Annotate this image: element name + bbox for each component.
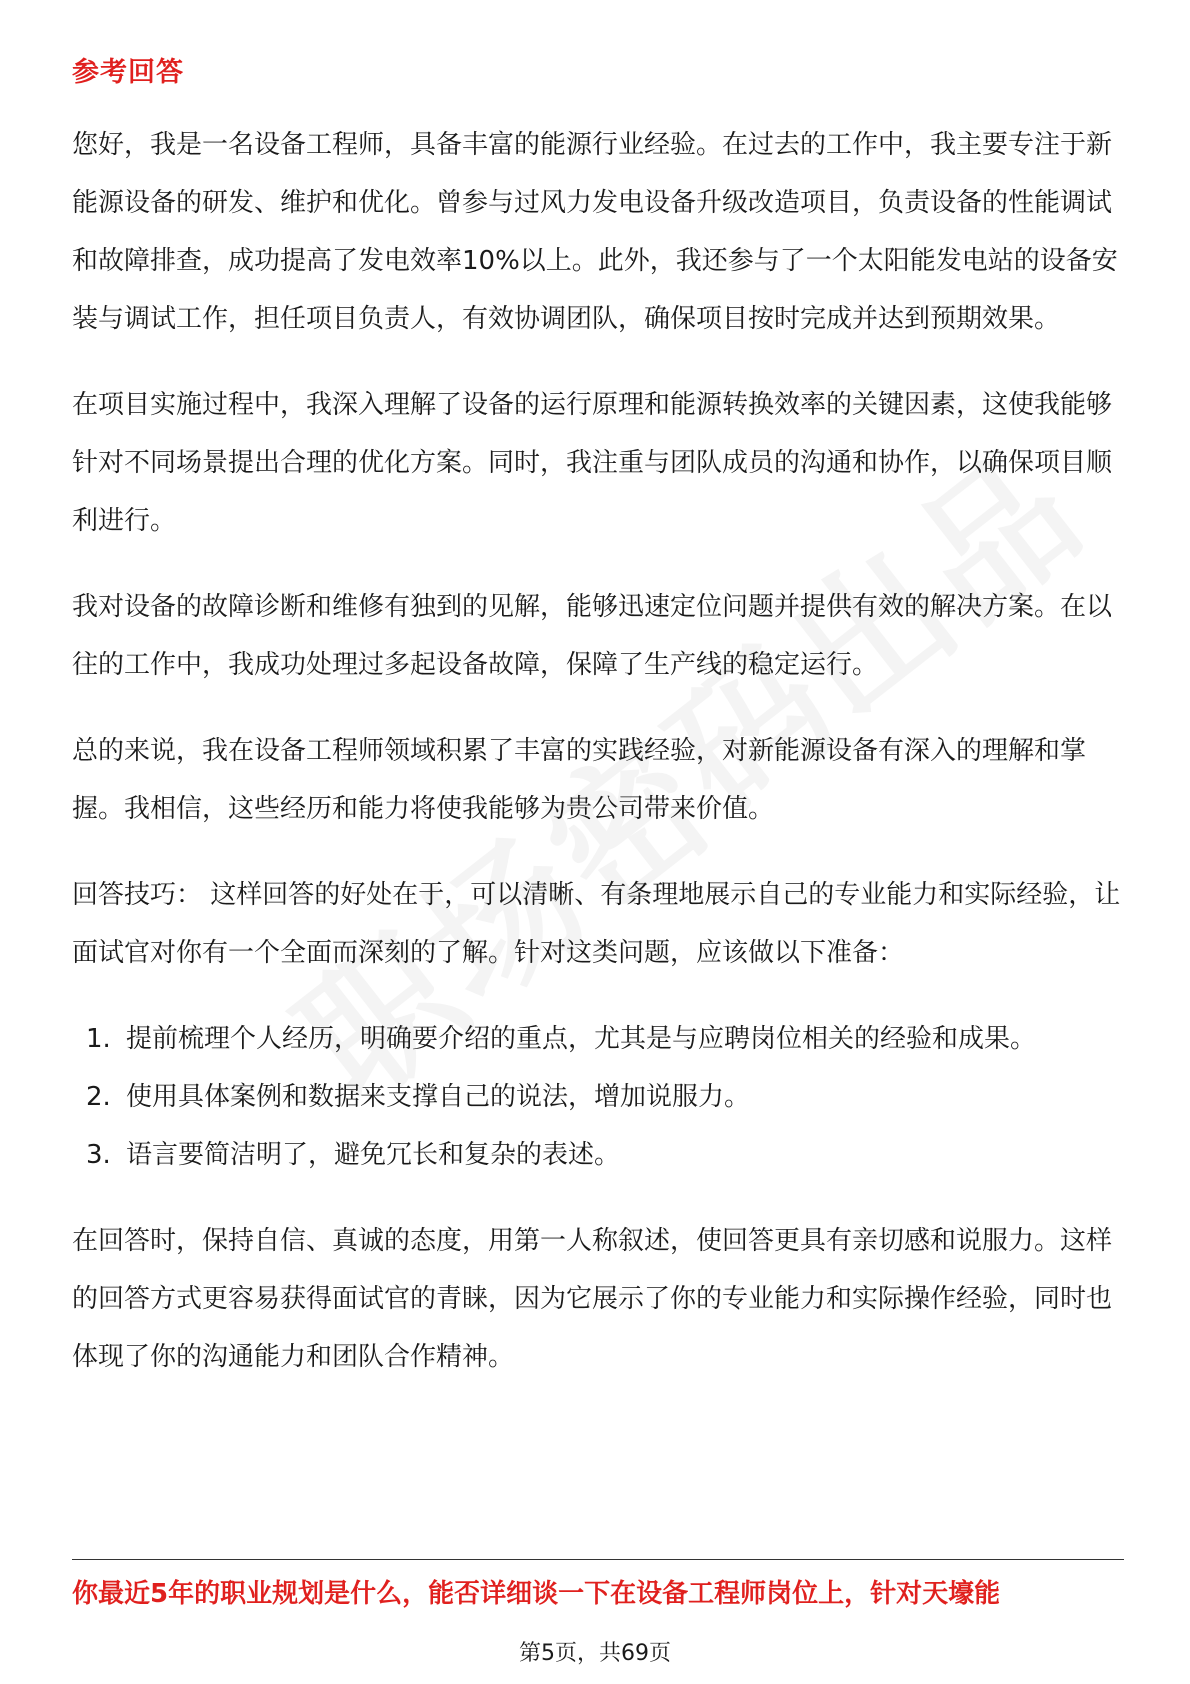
list-item-text: 使用具体案例和数据来支撑自己的说法，增加说服力。 bbox=[126, 1082, 751, 1112]
next-question-heading: 你最近5年的职业规划是什么，能否详细谈一下在设备工程师岗位上，针对天壕能 bbox=[72, 1579, 1001, 1609]
list-item bbox=[72, 1126, 1122, 1184]
divider bbox=[72, 1559, 1124, 1560]
page-number: 第5页，共69页 bbox=[519, 1641, 671, 1666]
list-item bbox=[72, 1010, 1122, 1068]
paragraph-project-process: 在项目实施过程中，我深入理解了设备的运行原理和能源转换效率的关键因素，这使我能够针对不同场景提出合理的优化方案。同时，我注重与团队成员的沟通和协作，以确保项目顺利进行。 bbox=[72, 390, 1113, 536]
list-item-number: 1. bbox=[86, 1024, 111, 1054]
section-title: 参考回答 bbox=[72, 57, 184, 88]
paragraph-closing: 在回答时，保持自信、真诚的态度，用第一人称叙述，使回答更具有亲切感和说服力。这样的回答方式更容易获得面试官的青睐，因为它展示了你的专业能力和实际操作经验，同时也体现了你的沟通能力和团队合作精神。 bbox=[72, 1226, 1113, 1372]
list-item-number: 2. bbox=[86, 1082, 111, 1112]
list-item-text: 语言要简洁明了，避免冗长和复杂的表述。 bbox=[126, 1140, 621, 1170]
paragraph-troubleshooting: 我对设备的故障诊断和维修有独到的见解，能够迅速定位问题并提供有效的解决方案。在以往的工作中，我成功处理过多起设备故障，保障了生产线的稳定运行。 bbox=[72, 592, 1113, 680]
tips-list bbox=[72, 1010, 1122, 1184]
paragraph-answer-tips: 回答技巧： 这样回答的好处在于，可以清晰、有条理地展示自己的专业能力和实际经验，让面试官对你有一个全面而深刻的了解。针对这类问题，应该做以下准备： bbox=[72, 880, 1121, 968]
list-item-text: 提前梳理个人经历，明确要介绍的重点，尤其是与应聘岗位相关的经验和成果。 bbox=[126, 1024, 1037, 1054]
list-item-number: 3. bbox=[86, 1140, 111, 1170]
answer-body bbox=[72, 116, 1122, 1414]
paragraph-summary: 总的来说，我在设备工程师领域积累了丰富的实践经验，对新能源设备有深入的理解和掌握。我相信，这些经历和能力将使我能够为贵公司带来价值。 bbox=[72, 736, 1087, 824]
paragraph-intro: 您好，我是一名设备工程师，具备丰富的能源行业经验。在过去的工作中，我主要专注于新能源设备的研发、维护和优化。曾参与过风力发电设备升级改造项目，负责设备的性能调试和故障排查，成功提高了发电效率10%以上。此外，我还参与了一个太阳能发电站的设备安装与调试工作，担任项目负责人，有效协调团队，确保项目按时完成并达到预期效果。 bbox=[72, 130, 1118, 334]
list-item bbox=[72, 1068, 1122, 1126]
